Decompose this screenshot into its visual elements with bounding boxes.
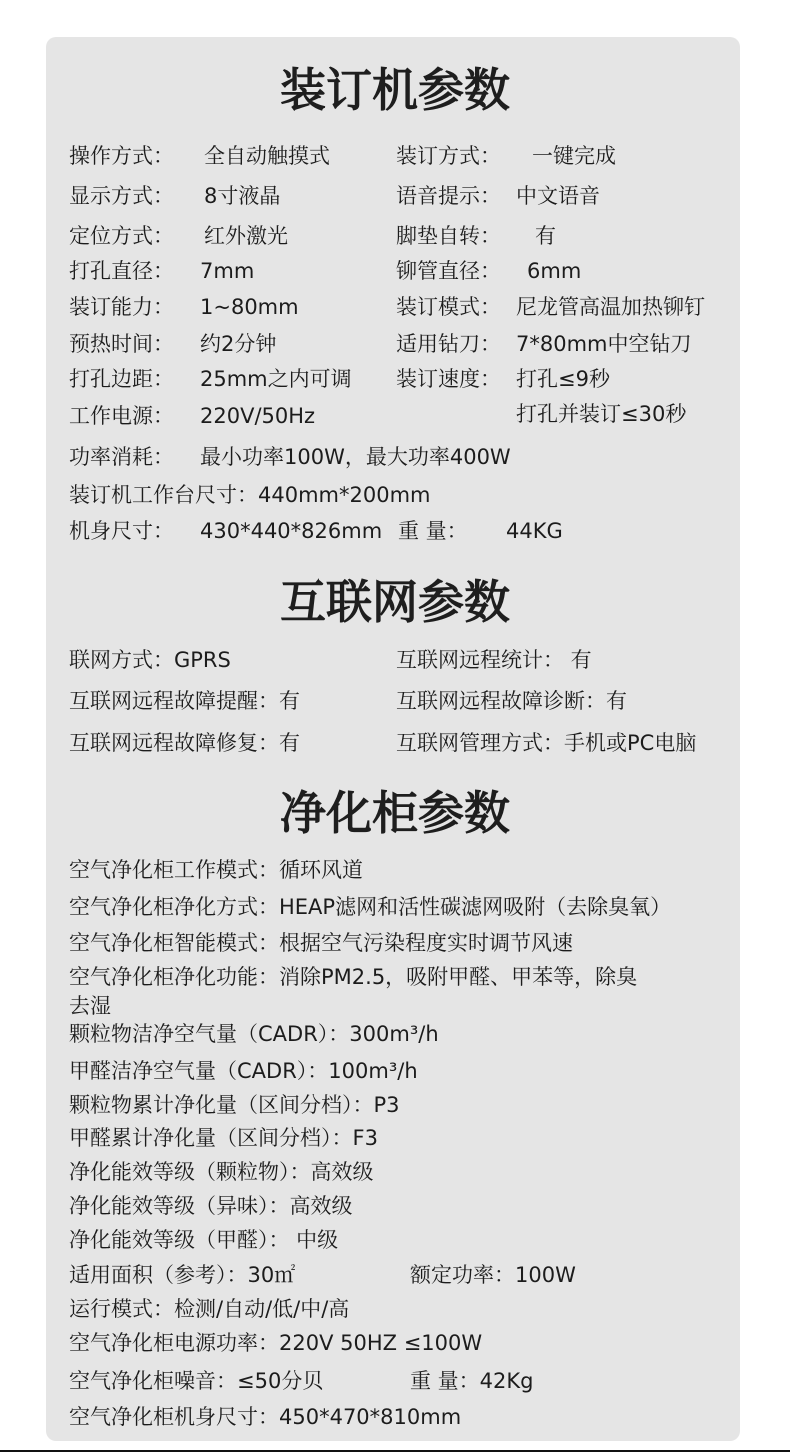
spec-label: 语音提示： [396,184,501,208]
weight-value: 44KG [506,519,563,543]
table-size-line: 装订机工作台尺寸：440mm*200mm [69,483,431,507]
spec-label: 打孔边距： [69,367,174,391]
spec-value: 打孔并装订≤30秒 [516,402,687,426]
power-value: 最小功率100W，最大功率400W [200,445,511,469]
internet-spec: 互联网管理方式：手机或PC电脑 [396,731,697,755]
purifier-weight-spec: 重 量：42Kg [410,1369,534,1393]
spec-label: 装订速度： [396,367,501,391]
noise-spec: 空气净化柜噪音：≤50分贝 [69,1369,324,1393]
purifier-spec: 颗粒物累计净化量（区间分档）：P3 [69,1093,400,1117]
spec-label: 定位方式： [69,224,174,248]
spec-label: 预热时间： [69,332,174,356]
internet-spec: 联网方式：GPRS [69,648,231,672]
spec-value: 全自动触摸式 [204,144,330,168]
spec-label: 操作方式： [69,144,174,168]
spec-value: 有 [535,224,556,248]
spec-value: 1~80mm [200,295,299,319]
spec-value: 7*80mm中空钻刀 [516,332,692,356]
purifier-spec: 空气净化柜净化功能：消除PM2.5，吸附甲醛、甲苯等，除臭 [69,965,638,989]
internet-section-title: 互联网参数 [280,575,510,629]
spec-value: 红外激光 [204,224,288,248]
spec-label: 装订方式： [396,144,501,168]
internet-spec: 互联网远程统计： 有 [396,648,592,672]
body-size-label: 机身尺寸： [69,519,174,543]
purifier-spec: 空气净化柜智能模式：根据空气污染程度实时调节风速 [69,931,573,955]
purifier-spec: 空气净化柜净化方式：HEAP滤网和活性碳滤网吸附（去除臭氧） [69,895,672,919]
spec-label: 适用钻刀： [396,332,501,356]
spec-value: 25mm之内可调 [200,367,352,391]
spec-value: 7mm [200,259,255,283]
purifier-spec: 净化能效等级（甲醛）： 中级 [69,1228,339,1252]
spec-value: 6mm [527,259,582,283]
spec-value: 尼龙管高温加热铆钉 [516,295,705,319]
purifier-section-title: 净化柜参数 [280,786,510,840]
rated-power-spec: 额定功率：100W [410,1263,576,1287]
spec-value: 打孔≤9秒 [516,367,610,391]
spec-label: 工作电源： [69,404,174,428]
purifier-spec: 颗粒物洁净空气量（CADR）：300m³/h [69,1022,439,1046]
spec-label: 装订能力： [69,295,174,319]
spec-label: 铆管直径： [396,259,501,283]
internet-spec: 互联网远程故障提醒：有 [69,689,300,713]
purifier-spec: 净化能效等级（异味）：高效级 [69,1194,353,1218]
internet-spec: 互联网远程故障诊断：有 [396,689,627,713]
purifier-size-spec: 空气净化柜机身尺寸：450*470*810mm [69,1405,462,1429]
spec-value: 一键完成 [532,144,616,168]
spec-value: 约2分钟 [200,332,277,356]
spec-label: 脚垫自转： [396,224,501,248]
run-mode-spec: 运行模式：检测/自动/低/中/高 [69,1297,350,1321]
spec-value: 8寸液晶 [204,184,281,208]
internet-spec: 互联网远程故障修复：有 [69,731,300,755]
body-size-value: 430*440*826mm [200,519,383,543]
weight-label: 重 量： [398,519,468,543]
purifier-spec: 空气净化柜工作模式：循环风道 [69,858,363,882]
purifier-spec: 去湿 [69,994,111,1018]
stapler-section-title: 装订机参数 [280,63,510,117]
purifier-spec: 净化能效等级（颗粒物）：高效级 [69,1160,374,1184]
power-spec: 空气净化柜电源功率：220V 50HZ ≤100W [69,1331,483,1355]
spec-label: 打孔直径： [69,259,174,283]
area-spec: 适用面积（参考）：30㎡ [69,1263,296,1287]
spec-label: 显示方式： [69,184,174,208]
bottom-divider [0,1450,790,1452]
purifier-spec: 甲醛累计净化量（区间分档）：F3 [69,1126,378,1150]
purifier-spec: 甲醛洁净空气量（CADR）：100m³/h [69,1059,418,1083]
spec-value: 220V/50Hz [200,404,316,428]
power-label: 功率消耗： [69,445,174,469]
spec-label: 装订模式： [396,295,501,319]
spec-value: 中文语音 [516,184,600,208]
